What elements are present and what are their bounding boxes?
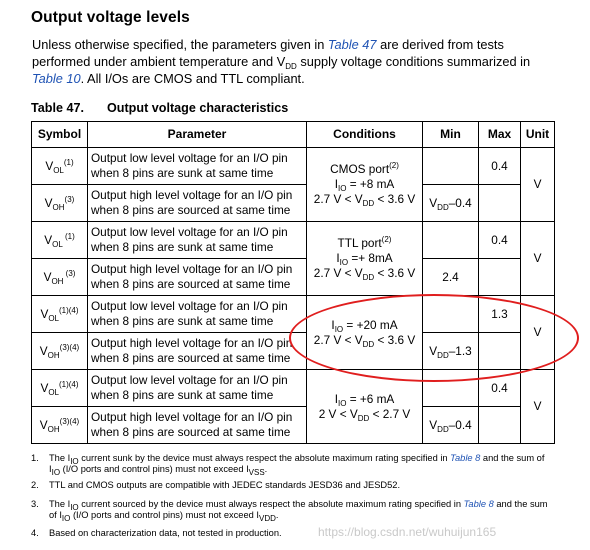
min-cell: 2.4 [423,259,479,296]
unit-cell: V [521,222,555,296]
parameter-cell: Output low level voltage for an I/O pin when 8 pins are sunk at same time [88,296,307,333]
unit-cell: V [521,296,555,370]
symbol-cell: $V_{OH}^{(3)}$ [32,185,88,222]
table-row [32,259,555,296]
watermark: https://blog.csdn.net/wuhuijun165 [318,525,497,539]
table-row [32,148,555,185]
table-8-link[interactable]: Table 8 [450,453,481,463]
parameter-cell: Output low level voltage for an I/O pin when 8 pins are sunk at same time [88,148,307,185]
col-header-max: Max [479,122,521,148]
min-cell: $V_{DD}-0.4$ [423,407,479,444]
symbol-cell: $V_{OL}$ $^{(1)}$ [32,222,88,259]
parameter-cell: Output low level voltage for an I/O pin when 8 pins are sunk at same time [88,370,307,407]
output-voltage-table [31,121,555,444]
col-header-min: Min [423,122,479,148]
table-10-link[interactable]: Table 10 [32,71,81,86]
max-cell [479,185,521,222]
col-header-conditions: Conditions [307,122,423,148]
table-row [32,222,555,259]
conditions-cell: CMOS port$^{(2)}$ $I_{IO} = +8$ mA 2.7 $V < V_{DD} < 3.6$ V [307,148,423,222]
parameter-cell: Output high level voltage for an I/O pin when 8 pins are sourced at same time [88,259,307,296]
table-row [32,185,555,222]
footnote-3: 3. The $I_{IO}$ current sourced by the device must always respect the absolute maximum rating specified in Table 8 and the sum of $I_{IO}$ (I/O ports and control pins) must not exceed $I_{VDD}$. [31,499,548,523]
max-cell: 0.4 [479,222,521,259]
footnote-1: 1. The $I_{IO}$ current sunk by the device must always respect the absolute maximum rating specified in Table 8 and the sum of $I_{IO}$ (I/O ports and control pins) must not exceed $I_{VSS}$. [31,453,545,477]
table-number: Table 47. [31,101,84,115]
conditions-cell: $I_{IO} = +20$ mA 2.7 $V < V_{DD} < 3.6$ V [307,296,423,370]
min-cell: $V_{DD}-0.4$ [423,185,479,222]
table-8-link[interactable]: Table 8 [463,499,494,509]
col-header-parameter: Parameter [88,122,307,148]
table-title: Output voltage characteristics [107,101,289,115]
symbol-cell: $V_{OH}^{(3)(4)}$ [32,407,88,444]
min-cell [423,148,479,185]
conditions-cell: TTL port$^{(2)}$ $I_{IO} =+ 8mA$ 2.7 $V < V_{DD} < 3.6$ V [307,222,423,296]
intro-paragraph: Unless otherwise specified, the parameters given in Table 47 are derived from tests performed under ambient temperature and $V_{DD}$ supply voltage conditions summarized in Table 10. All I/Os are CMOS and TTL compliant. [32,37,531,86]
table-47-link[interactable]: Table 47 [327,37,377,52]
symbol-cell: $V_{OH}$ $^{(3)}$ [32,259,88,296]
symbol-cell: $V_{OL}^{(1)(4)}$ [32,370,88,407]
footnote-2: 2. TTL and CMOS outputs are compatible with JEDEC standards JESD36 and JESD52. [31,480,401,490]
max-cell [479,259,521,296]
symbol-cell: $V_{OL}^{(1)(4)}$ [32,296,88,333]
symbol-cell: $V_{OL}^{(1)}$ [32,148,88,185]
col-header-symbol: Symbol [32,122,88,148]
unit-cell: V [521,148,555,222]
footnote-4: 4. Based on characterization data, not tested in production. [31,528,282,538]
max-cell: 1.3 [479,296,521,333]
max-cell: 0.4 [479,370,521,407]
conditions-cell: $I_{IO} = +6$ mA 2 $V < V_{DD} < 2.7$ V [307,370,423,444]
highlight-ellipse [289,294,579,382]
col-header-unit: Unit [521,122,555,148]
unit-cell: V [521,370,555,444]
parameter-cell: Output low level voltage for an I/O pin when 8 pins are sunk at same time [88,222,307,259]
max-cell [479,407,521,444]
parameter-cell: Output high level voltage for an I/O pin when 8 pins are sourced at same time [88,407,307,444]
min-cell [423,222,479,259]
parameter-cell: Output high level voltage for an I/O pin when 8 pins are sourced at same time [88,333,307,370]
table-caption [31,101,288,115]
min-cell: $V_{DD}-1.3$ [423,333,479,370]
parameter-cell: Output high level voltage for an I/O pin when 8 pins are sourced at same time [88,185,307,222]
symbol-cell: $V_{OH}^{(3)(4)}$ [32,333,88,370]
table-row [32,407,555,444]
max-cell: 0.4 [479,148,521,185]
section-heading: Output voltage levels [31,9,190,26]
